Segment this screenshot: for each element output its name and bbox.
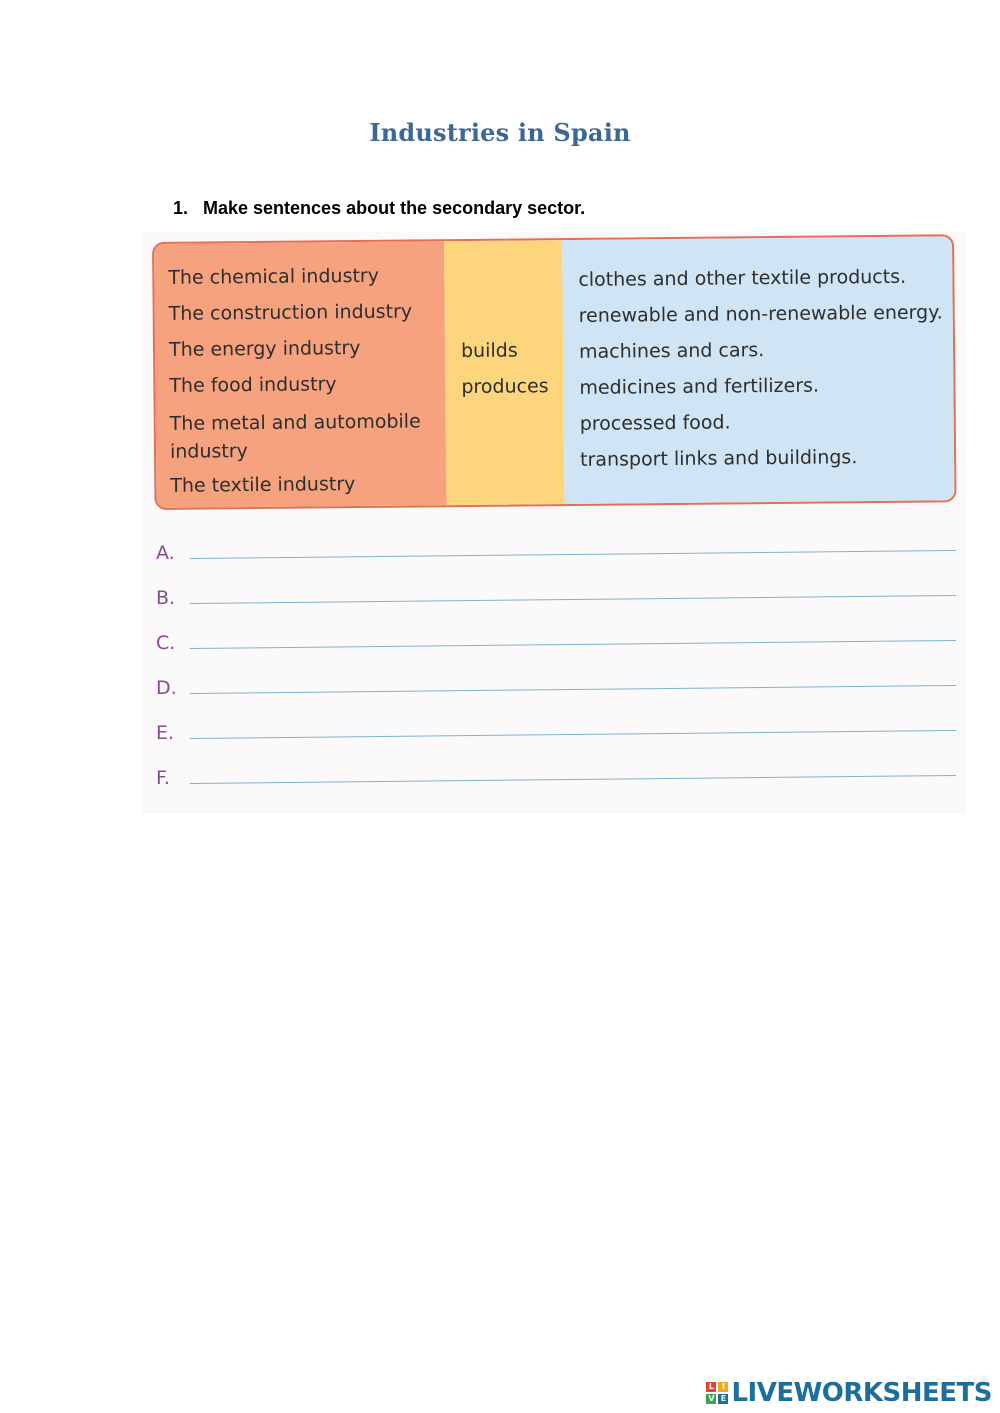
answer-line[interactable] xyxy=(190,775,956,784)
answer-letter: B. xyxy=(156,587,176,609)
logo-tile: V xyxy=(708,1394,715,1403)
logo-tile: E xyxy=(718,1394,728,1404)
answer-line[interactable] xyxy=(190,640,956,649)
answer-letter: C. xyxy=(156,632,176,654)
answer-line[interactable] xyxy=(190,730,956,739)
verb-item: builds xyxy=(460,339,518,363)
answer-row xyxy=(156,538,956,583)
subject-column xyxy=(154,241,447,508)
verb-item: produces xyxy=(461,375,549,399)
subject-item: The construction industry xyxy=(168,300,413,325)
answer-letter: E. xyxy=(156,722,175,744)
subject-item: The food industry xyxy=(169,373,337,397)
answer-row xyxy=(156,673,956,718)
brand-text: LIVEWORKSHEETS xyxy=(731,1378,992,1408)
word-box xyxy=(152,234,957,510)
liveworksheets-brand xyxy=(706,1378,992,1408)
exercise-instruction-text: Make sentences about the secondary sector. xyxy=(203,198,586,218)
subject-item: The textile industry xyxy=(170,473,356,497)
answer-line[interactable] xyxy=(190,685,956,694)
verb-column xyxy=(444,240,565,505)
answer-line[interactable] xyxy=(190,595,956,604)
answer-row xyxy=(156,718,956,763)
logo-tile: I xyxy=(718,1382,728,1392)
object-item: clothes and other textile products. xyxy=(578,265,907,291)
answer-line[interactable] xyxy=(190,550,956,559)
object-item: medicines and fertilizers. xyxy=(579,374,820,399)
answer-letter: D. xyxy=(156,677,177,699)
answer-lines xyxy=(156,538,956,808)
answer-row xyxy=(156,583,956,628)
answer-letter: F. xyxy=(156,767,170,789)
page-title: Industries in Spain xyxy=(369,118,631,147)
liveworksheets-logo-icon xyxy=(706,1382,728,1404)
subject-item: The energy industry xyxy=(168,337,361,361)
exercise-instruction xyxy=(173,198,585,219)
subject-item: The chemical industry xyxy=(168,264,380,289)
answer-row xyxy=(156,628,956,673)
object-item: transport links and buildings. xyxy=(580,446,858,471)
exercise-number: 1. xyxy=(173,198,189,218)
object-column xyxy=(562,236,955,504)
object-item: renewable and non-renewable energy. xyxy=(578,301,943,327)
subject-item: The metal and automobile industry xyxy=(169,410,421,463)
answer-row xyxy=(156,763,956,808)
object-item: processed food. xyxy=(579,411,731,435)
answer-letter: A. xyxy=(156,542,175,564)
object-item: machines and cars. xyxy=(578,339,765,363)
logo-tile: L xyxy=(706,1382,716,1392)
